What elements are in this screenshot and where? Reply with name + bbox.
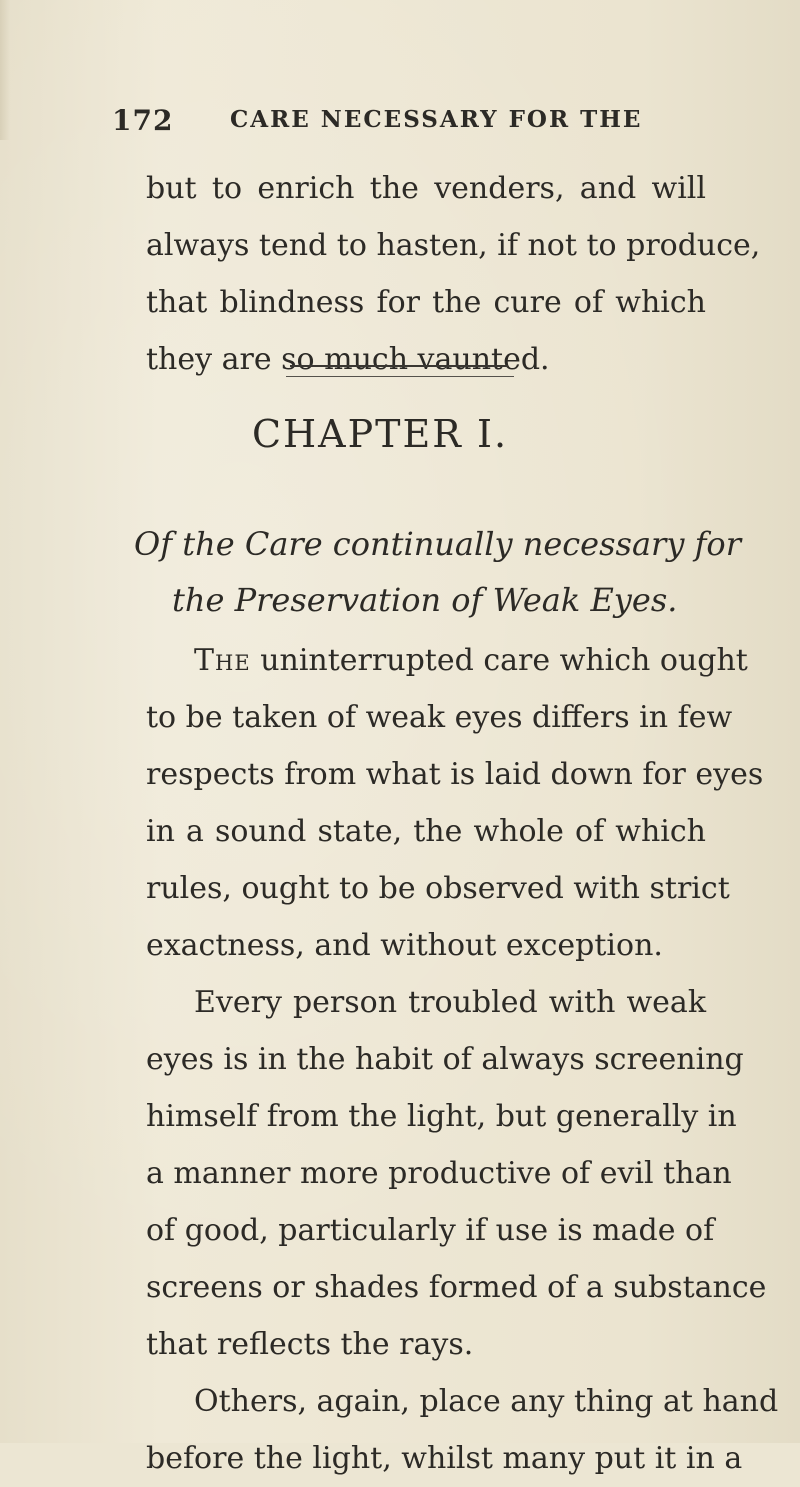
- opening-word: The: [194, 643, 251, 678]
- chapter-heading: CHAPTER I.: [251, 412, 509, 456]
- page-edge-shadow: [0, 0, 10, 140]
- text-line: respects from what is laid down for eyes: [146, 757, 764, 792]
- text-line: rules, ought to be observed with strict: [146, 871, 730, 906]
- text-line: [146, 632, 748, 689]
- text-line: always tend to hasten, if not to produce,: [146, 228, 761, 263]
- text-line: but to enrich the venders, and will: [146, 171, 706, 206]
- subtitle-line: the Preservation of Weak Eyes.: [172, 581, 678, 619]
- running-title: CARE NECESSARY FOR THE: [230, 106, 643, 133]
- text-line: before the light, whilst many put it in a: [146, 1441, 743, 1476]
- text-line: in a sound state, the whole of which: [146, 814, 706, 849]
- text-line: exactness, and without exception.: [146, 928, 663, 963]
- chapter-subtitle: [134, 516, 741, 628]
- text-line: that blindness for the cure of which: [146, 285, 706, 320]
- ink-speck: [382, 1360, 392, 1370]
- text-line: to be taken of weak eyes differs in few: [146, 700, 733, 735]
- chapter-divider-rule-thin: [286, 376, 514, 377]
- text-line: screens or shades formed of a substance: [146, 1270, 767, 1305]
- text-line: that reflects the rays.: [146, 1327, 474, 1362]
- text-line: Others, again, place any thing at hand: [194, 1384, 779, 1419]
- paragraph-2: [146, 632, 779, 1487]
- text-line: of good, particularly if use is made of: [146, 1213, 715, 1248]
- text-line: eyes is in the habit of always screening: [146, 1042, 744, 1077]
- paragraph-1: [146, 160, 761, 388]
- text-line: a manner more productive of evil than: [146, 1156, 732, 1191]
- chapter-divider-rule: [290, 365, 508, 367]
- running-head: [112, 104, 712, 144]
- subtitle-line: Of the Care continually necessary for: [134, 525, 741, 563]
- text-line: Every person troubled with weak: [194, 985, 706, 1020]
- page-number: 172: [112, 104, 174, 137]
- text-line: they are so much vaunted.: [146, 342, 550, 377]
- text-fragment: uninterrupted care which ought: [250, 643, 748, 678]
- text-line: himself from the light, but generally in: [146, 1099, 737, 1134]
